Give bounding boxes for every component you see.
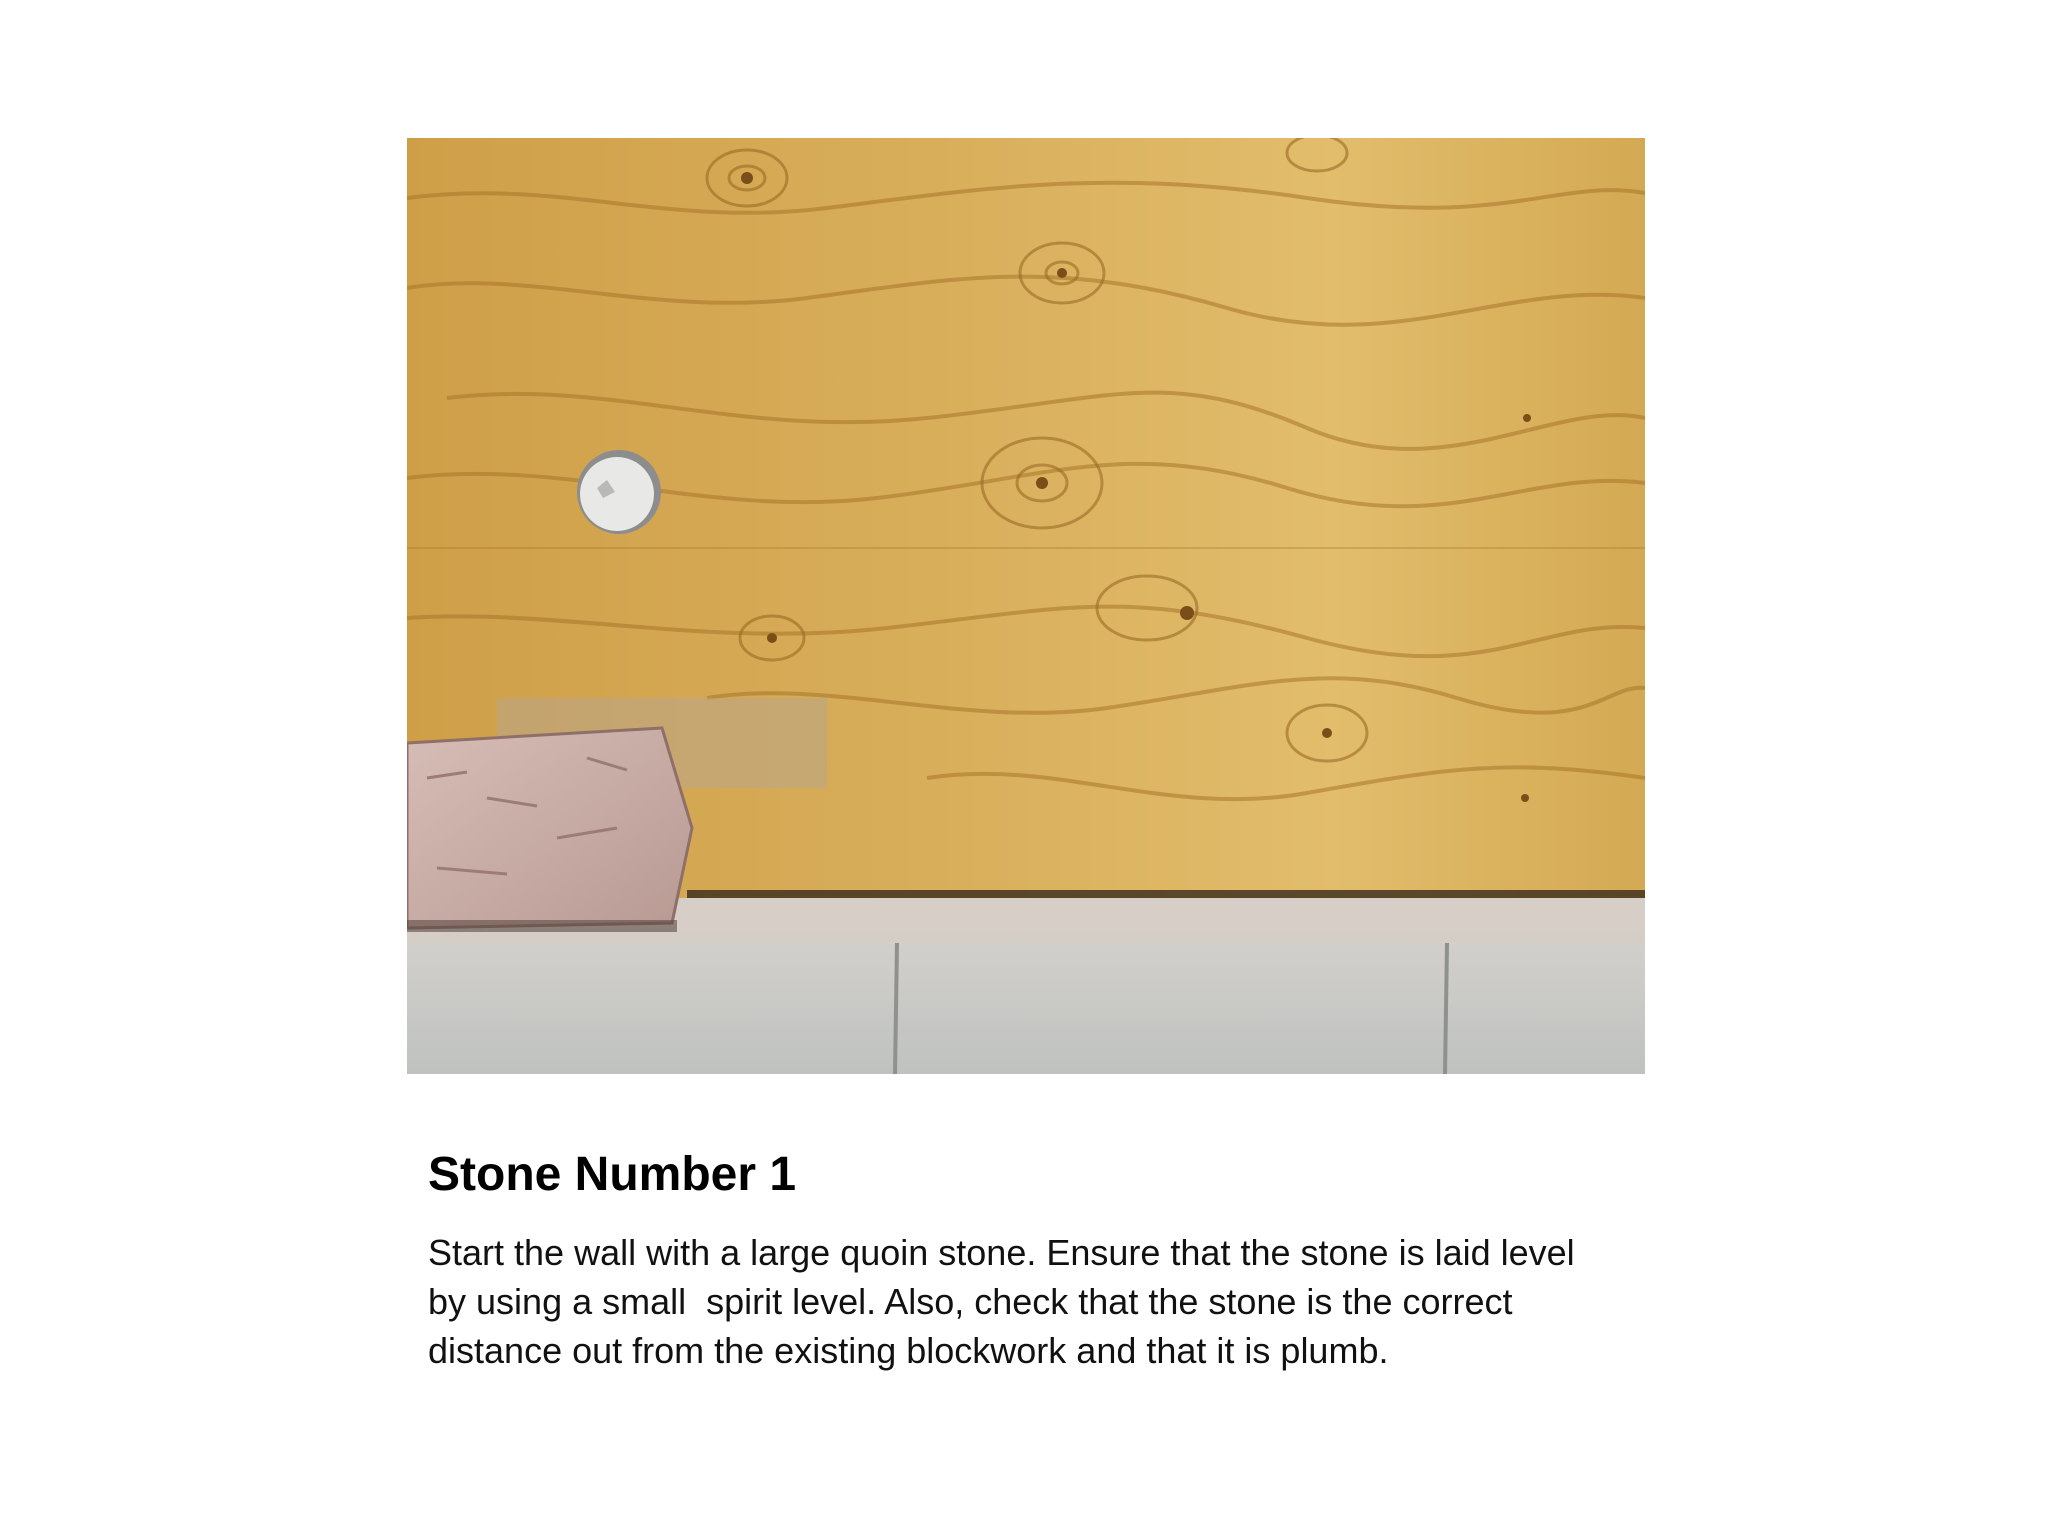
construction-photo bbox=[407, 138, 1645, 1074]
slide-title: Stone Number 1 bbox=[428, 1148, 797, 1201]
instruction-line: by using a small spirit level. Also, check that the stone is the correct bbox=[428, 1281, 1513, 1322]
fixing-washer bbox=[577, 450, 661, 534]
instruction-line: Start the wall with a large quoin stone. Ensure that the stone is laid level bbox=[428, 1232, 1575, 1273]
photo-illustration bbox=[407, 138, 1645, 1074]
quoin-stone bbox=[407, 728, 692, 932]
instruction-line: distance out from the existing blockwork and that it is plumb. bbox=[428, 1330, 1389, 1371]
instruction-paragraph bbox=[428, 1228, 1658, 1375]
